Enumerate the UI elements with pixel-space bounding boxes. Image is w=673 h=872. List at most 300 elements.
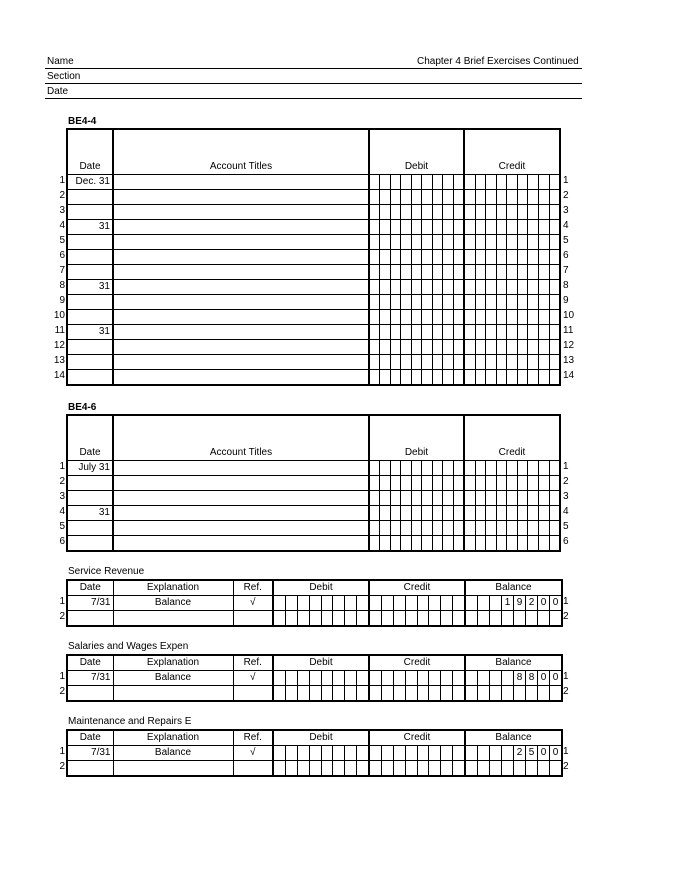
amount-digit-cell[interactable] — [478, 761, 490, 775]
amount-digit-cell[interactable] — [441, 671, 453, 685]
amount-digit-cell[interactable] — [401, 295, 411, 309]
amount-digit-cell[interactable] — [298, 671, 310, 685]
amount-digit-cell[interactable] — [465, 521, 476, 535]
amount-digit-cell[interactable] — [486, 265, 497, 279]
amount-digit-cell[interactable] — [286, 761, 298, 775]
amount-digit-cell[interactable] — [528, 521, 539, 535]
account-title-cell[interactable] — [113, 175, 369, 190]
amount-digit-cell[interactable] — [507, 355, 518, 369]
date-cell[interactable]: Dec. 31 — [67, 175, 113, 190]
amount-digit-cell[interactable] — [380, 295, 390, 309]
amount-digit-cell[interactable] — [497, 506, 508, 520]
amount-digit-cell[interactable] — [286, 671, 298, 685]
amount-digit-cell[interactable] — [486, 506, 497, 520]
amount-digit-cell[interactable] — [406, 761, 418, 775]
amount-digit-cell[interactable]: 5 — [526, 746, 538, 760]
amount-digit-cell[interactable] — [443, 491, 453, 505]
account-title-cell[interactable] — [113, 461, 369, 476]
amount-digit-cell[interactable] — [401, 521, 411, 535]
amount-digit-cell[interactable] — [476, 491, 487, 505]
account-title-cell[interactable] — [113, 370, 369, 386]
amount-digit-cell[interactable] — [370, 340, 380, 354]
amount-digit-cell[interactable] — [486, 536, 497, 550]
amount-digit-cell[interactable] — [286, 746, 298, 760]
amount-digit-cell[interactable] — [476, 250, 487, 264]
amount-digit-cell[interactable] — [443, 325, 453, 339]
amount-digit-cell[interactable] — [454, 295, 463, 309]
amount-digit-cell[interactable] — [433, 521, 443, 535]
ledger-date-cell[interactable]: 7/31 — [67, 671, 113, 686]
amount-digit-cell[interactable] — [528, 461, 539, 475]
amount-digit-cell[interactable] — [441, 611, 453, 625]
amount-digit-cell[interactable] — [507, 491, 518, 505]
amount-digit-cell[interactable] — [412, 220, 422, 234]
amount-digit-cell[interactable] — [539, 265, 550, 279]
amount-digit-cell[interactable] — [486, 325, 497, 339]
amount-digit-cell[interactable] — [486, 476, 497, 490]
amount-digit-cell[interactable] — [550, 370, 560, 384]
amount-digit-cell[interactable] — [412, 476, 422, 490]
amount-digit-cell[interactable] — [274, 686, 286, 700]
amount-digit-cell[interactable] — [490, 746, 502, 760]
amount-digit-cell[interactable] — [465, 536, 476, 550]
amount-digit-cell[interactable] — [454, 175, 463, 189]
amount-digit-cell[interactable] — [507, 506, 518, 520]
amount-digit-cell[interactable] — [539, 536, 550, 550]
amount-digit-cell[interactable] — [401, 190, 411, 204]
amount-digit-cell[interactable] — [412, 310, 422, 324]
amount-digit-cell[interactable] — [429, 671, 441, 685]
amount-digit-cell[interactable] — [370, 205, 380, 219]
amount-digit-cell[interactable] — [466, 686, 478, 700]
amount-digit-cell[interactable] — [422, 521, 432, 535]
amount-digit-cell[interactable] — [518, 295, 529, 309]
date-cell[interactable] — [67, 491, 113, 506]
amount-digit-cell[interactable] — [507, 250, 518, 264]
amount-digit-cell[interactable] — [433, 235, 443, 249]
amount-digit-cell[interactable] — [433, 280, 443, 294]
amount-digit-cell[interactable] — [422, 190, 432, 204]
amount-digit-cell[interactable] — [401, 265, 411, 279]
amount-digit-cell[interactable] — [380, 521, 390, 535]
amount-digit-cell[interactable] — [406, 596, 418, 610]
amount-digit-cell[interactable] — [433, 461, 443, 475]
amount-digit-cell[interactable] — [380, 205, 390, 219]
amount-digit-cell[interactable] — [422, 325, 432, 339]
amount-digit-cell[interactable] — [539, 340, 550, 354]
amount-digit-cell[interactable] — [486, 280, 497, 294]
amount-digit-cell[interactable] — [454, 355, 463, 369]
amount-digit-cell[interactable] — [476, 506, 487, 520]
amount-digit-cell[interactable] — [466, 746, 478, 760]
amount-digit-cell[interactable] — [322, 671, 334, 685]
amount-digit-cell[interactable] — [310, 611, 322, 625]
date-cell[interactable] — [67, 340, 113, 355]
amount-digit-cell[interactable] — [443, 370, 453, 384]
amount-digit-cell[interactable] — [518, 521, 529, 535]
amount-digit-cell[interactable] — [507, 205, 518, 219]
amount-digit-cell[interactable] — [465, 340, 476, 354]
amount-digit-cell[interactable] — [476, 175, 487, 189]
account-title-cell[interactable] — [113, 250, 369, 265]
date-cell[interactable] — [67, 370, 113, 386]
amount-digit-cell[interactable] — [322, 746, 334, 760]
amount-digit-cell[interactable] — [345, 596, 357, 610]
amount-digit-cell[interactable] — [497, 235, 508, 249]
amount-digit-cell[interactable] — [490, 761, 502, 775]
amount-digit-cell[interactable] — [298, 611, 310, 625]
amount-digit-cell[interactable] — [310, 746, 322, 760]
amount-digit-cell[interactable] — [476, 220, 487, 234]
amount-digit-cell[interactable] — [422, 220, 432, 234]
amount-digit-cell[interactable] — [443, 340, 453, 354]
ledger-explanation-cell[interactable] — [113, 611, 233, 627]
amount-digit-cell[interactable] — [391, 220, 401, 234]
amount-digit-cell[interactable] — [370, 175, 380, 189]
amount-digit-cell[interactable] — [370, 521, 380, 535]
amount-digit-cell[interactable] — [528, 340, 539, 354]
amount-digit-cell[interactable] — [465, 325, 476, 339]
amount-digit-cell[interactable] — [507, 280, 518, 294]
amount-digit-cell[interactable] — [454, 250, 463, 264]
amount-digit-cell[interactable] — [539, 295, 550, 309]
amount-digit-cell[interactable] — [538, 761, 550, 775]
amount-digit-cell[interactable] — [478, 671, 490, 685]
amount-digit-cell[interactable] — [497, 536, 508, 550]
amount-digit-cell[interactable] — [333, 761, 345, 775]
amount-digit-cell[interactable] — [401, 175, 411, 189]
amount-digit-cell[interactable] — [357, 761, 368, 775]
amount-digit-cell[interactable] — [422, 461, 432, 475]
amount-digit-cell[interactable] — [298, 596, 310, 610]
amount-digit-cell[interactable] — [412, 536, 422, 550]
amount-digit-cell[interactable] — [380, 265, 390, 279]
amount-digit-cell[interactable] — [453, 671, 464, 685]
amount-digit-cell[interactable] — [298, 746, 310, 760]
date-cell[interactable]: 31 — [67, 220, 113, 235]
amount-digit-cell[interactable] — [497, 310, 508, 324]
amount-digit-cell[interactable] — [518, 220, 529, 234]
amount-digit-cell[interactable] — [528, 205, 539, 219]
amount-digit-cell[interactable] — [443, 461, 453, 475]
amount-digit-cell[interactable] — [345, 686, 357, 700]
amount-digit-cell[interactable] — [433, 310, 443, 324]
amount-digit-cell[interactable] — [476, 280, 487, 294]
amount-digit-cell[interactable] — [370, 476, 380, 490]
amount-digit-cell[interactable] — [476, 205, 487, 219]
amount-digit-cell[interactable] — [391, 536, 401, 550]
date-cell[interactable]: July 31 — [67, 461, 113, 476]
amount-digit-cell[interactable] — [380, 280, 390, 294]
amount-digit-cell[interactable] — [391, 205, 401, 219]
amount-digit-cell[interactable] — [497, 205, 508, 219]
amount-digit-cell[interactable] — [538, 611, 550, 625]
amount-digit-cell[interactable] — [518, 235, 529, 249]
amount-digit-cell[interactable] — [418, 671, 430, 685]
amount-digit-cell[interactable] — [518, 491, 529, 505]
amount-digit-cell[interactable] — [322, 596, 334, 610]
amount-digit-cell[interactable] — [401, 355, 411, 369]
amount-digit-cell[interactable] — [380, 220, 390, 234]
amount-digit-cell[interactable] — [465, 295, 476, 309]
ledger-date-cell[interactable] — [67, 611, 113, 627]
amount-digit-cell[interactable] — [370, 190, 380, 204]
amount-digit-cell[interactable] — [550, 686, 561, 700]
amount-digit-cell[interactable] — [528, 370, 539, 384]
amount-digit-cell[interactable] — [454, 521, 463, 535]
amount-digit-cell[interactable] — [465, 250, 476, 264]
amount-digit-cell[interactable] — [486, 461, 497, 475]
amount-digit-cell[interactable] — [401, 205, 411, 219]
amount-digit-cell[interactable] — [382, 746, 394, 760]
amount-digit-cell[interactable] — [429, 746, 441, 760]
amount-digit-cell[interactable] — [443, 295, 453, 309]
amount-digit-cell[interactable] — [507, 265, 518, 279]
amount-digit-cell[interactable] — [550, 265, 560, 279]
amount-digit-cell[interactable] — [550, 280, 560, 294]
amount-digit-cell[interactable] — [454, 536, 463, 550]
amount-digit-cell[interactable] — [454, 190, 463, 204]
amount-digit-cell[interactable] — [528, 491, 539, 505]
amount-digit-cell[interactable] — [476, 355, 487, 369]
amount-digit-cell[interactable] — [476, 325, 487, 339]
amount-digit-cell[interactable] — [382, 611, 394, 625]
amount-digit-cell[interactable] — [380, 310, 390, 324]
amount-digit-cell[interactable] — [401, 280, 411, 294]
amount-digit-cell[interactable] — [433, 340, 443, 354]
amount-digit-cell[interactable] — [310, 761, 322, 775]
amount-digit-cell[interactable] — [538, 686, 550, 700]
amount-digit-cell[interactable] — [401, 476, 411, 490]
amount-digit-cell[interactable] — [539, 491, 550, 505]
amount-digit-cell[interactable] — [497, 175, 508, 189]
amount-digit-cell[interactable] — [490, 686, 502, 700]
amount-digit-cell[interactable] — [401, 370, 411, 384]
account-title-cell[interactable] — [113, 340, 369, 355]
amount-digit-cell[interactable] — [380, 325, 390, 339]
amount-digit-cell[interactable] — [418, 686, 430, 700]
ledger-explanation-cell[interactable]: Balance — [113, 671, 233, 686]
ledger-explanation-cell[interactable]: Balance — [113, 596, 233, 611]
amount-digit-cell[interactable] — [391, 280, 401, 294]
account-title-cell[interactable] — [113, 491, 369, 506]
amount-digit-cell[interactable] — [550, 175, 560, 189]
amount-digit-cell[interactable] — [454, 280, 463, 294]
amount-digit-cell[interactable] — [476, 310, 487, 324]
amount-digit-cell[interactable] — [486, 521, 497, 535]
account-title-cell[interactable] — [113, 476, 369, 491]
amount-digit-cell[interactable] — [476, 235, 487, 249]
amount-digit-cell[interactable] — [454, 340, 463, 354]
amount-digit-cell[interactable] — [422, 310, 432, 324]
amount-digit-cell[interactable] — [550, 521, 560, 535]
amount-digit-cell[interactable] — [380, 190, 390, 204]
amount-digit-cell[interactable] — [391, 325, 401, 339]
amount-digit-cell[interactable] — [507, 310, 518, 324]
amount-digit-cell[interactable] — [465, 280, 476, 294]
amount-digit-cell[interactable] — [550, 250, 560, 264]
amount-digit-cell[interactable] — [370, 370, 380, 384]
amount-digit-cell[interactable] — [380, 506, 390, 520]
amount-digit-cell[interactable] — [518, 476, 529, 490]
amount-digit-cell[interactable] — [391, 506, 401, 520]
amount-digit-cell[interactable] — [478, 686, 490, 700]
amount-digit-cell[interactable] — [429, 686, 441, 700]
amount-digit-cell[interactable] — [443, 355, 453, 369]
amount-digit-cell[interactable] — [370, 461, 380, 475]
account-title-cell[interactable] — [113, 205, 369, 220]
amount-digit-cell[interactable] — [422, 476, 432, 490]
amount-digit-cell[interactable] — [528, 506, 539, 520]
amount-digit-cell[interactable] — [476, 536, 487, 550]
amount-digit-cell[interactable] — [406, 611, 418, 625]
amount-digit-cell[interactable] — [380, 461, 390, 475]
amount-digit-cell[interactable] — [391, 250, 401, 264]
amount-digit-cell[interactable] — [333, 686, 345, 700]
amount-digit-cell[interactable] — [528, 220, 539, 234]
amount-digit-cell[interactable] — [286, 611, 298, 625]
ledger-explanation-cell[interactable] — [113, 686, 233, 702]
amount-digit-cell[interactable] — [433, 491, 443, 505]
amount-digit-cell[interactable] — [486, 340, 497, 354]
amount-digit-cell[interactable] — [526, 761, 538, 775]
amount-digit-cell[interactable]: 8 — [514, 671, 526, 685]
date-cell[interactable] — [67, 521, 113, 536]
amount-digit-cell[interactable] — [441, 596, 453, 610]
amount-digit-cell[interactable] — [429, 596, 441, 610]
amount-digit-cell[interactable] — [298, 686, 310, 700]
amount-digit-cell[interactable] — [443, 190, 453, 204]
amount-digit-cell[interactable] — [490, 611, 502, 625]
amount-digit-cell[interactable] — [454, 205, 463, 219]
amount-digit-cell[interactable] — [550, 461, 560, 475]
amount-digit-cell[interactable] — [433, 506, 443, 520]
amount-digit-cell[interactable] — [478, 746, 490, 760]
amount-digit-cell[interactable] — [380, 491, 390, 505]
amount-digit-cell[interactable] — [550, 491, 560, 505]
date-cell[interactable]: 31 — [67, 280, 113, 295]
amount-digit-cell[interactable] — [441, 761, 453, 775]
amount-digit-cell[interactable] — [380, 235, 390, 249]
amount-digit-cell[interactable] — [382, 596, 394, 610]
amount-digit-cell[interactable] — [465, 506, 476, 520]
amount-digit-cell[interactable] — [394, 671, 406, 685]
amount-digit-cell[interactable] — [539, 461, 550, 475]
amount-digit-cell[interactable] — [454, 370, 463, 384]
amount-digit-cell[interactable] — [454, 265, 463, 279]
amount-digit-cell[interactable] — [539, 220, 550, 234]
amount-digit-cell[interactable] — [507, 175, 518, 189]
amount-digit-cell[interactable] — [550, 536, 560, 550]
amount-digit-cell[interactable] — [518, 205, 529, 219]
amount-digit-cell[interactable] — [443, 205, 453, 219]
amount-digit-cell[interactable] — [412, 355, 422, 369]
amount-digit-cell[interactable] — [550, 190, 560, 204]
amount-digit-cell[interactable] — [380, 175, 390, 189]
amount-digit-cell[interactable] — [274, 761, 286, 775]
amount-digit-cell[interactable] — [322, 686, 334, 700]
amount-digit-cell[interactable]: 2 — [526, 596, 538, 610]
amount-digit-cell[interactable] — [465, 235, 476, 249]
amount-digit-cell[interactable] — [539, 250, 550, 264]
amount-digit-cell[interactable] — [465, 491, 476, 505]
amount-digit-cell[interactable] — [391, 340, 401, 354]
amount-digit-cell[interactable] — [412, 280, 422, 294]
amount-digit-cell[interactable] — [528, 310, 539, 324]
amount-digit-cell[interactable] — [422, 280, 432, 294]
amount-digit-cell[interactable] — [401, 325, 411, 339]
amount-digit-cell[interactable] — [539, 476, 550, 490]
amount-digit-cell[interactable] — [497, 295, 508, 309]
amount-digit-cell[interactable] — [443, 536, 453, 550]
amount-digit-cell[interactable] — [486, 355, 497, 369]
account-title-cell[interactable] — [113, 310, 369, 325]
amount-digit-cell[interactable] — [394, 611, 406, 625]
amount-digit-cell[interactable] — [518, 355, 529, 369]
amount-digit-cell[interactable] — [370, 220, 380, 234]
amount-digit-cell[interactable] — [370, 310, 380, 324]
amount-digit-cell[interactable] — [528, 265, 539, 279]
amount-digit-cell[interactable] — [443, 265, 453, 279]
date-cell[interactable] — [67, 310, 113, 325]
date-cell[interactable] — [67, 295, 113, 310]
account-title-cell[interactable] — [113, 295, 369, 310]
amount-digit-cell[interactable] — [391, 476, 401, 490]
amount-digit-cell[interactable] — [453, 611, 464, 625]
amount-digit-cell[interactable] — [507, 295, 518, 309]
amount-digit-cell[interactable] — [465, 476, 476, 490]
amount-digit-cell[interactable] — [370, 506, 380, 520]
amount-digit-cell[interactable] — [443, 521, 453, 535]
amount-digit-cell[interactable] — [514, 761, 526, 775]
amount-digit-cell[interactable] — [310, 596, 322, 610]
amount-digit-cell[interactable] — [476, 521, 487, 535]
ledger-ref-cell[interactable] — [233, 686, 273, 702]
amount-digit-cell[interactable] — [497, 476, 508, 490]
amount-digit-cell[interactable] — [345, 761, 357, 775]
amount-digit-cell[interactable] — [539, 506, 550, 520]
amount-digit-cell[interactable] — [370, 235, 380, 249]
amount-digit-cell[interactable]: 0 — [538, 596, 550, 610]
amount-digit-cell[interactable] — [401, 340, 411, 354]
amount-digit-cell[interactable] — [528, 235, 539, 249]
amount-digit-cell[interactable] — [465, 205, 476, 219]
account-title-cell[interactable] — [113, 325, 369, 340]
date-cell[interactable] — [67, 250, 113, 265]
amount-digit-cell[interactable] — [518, 506, 529, 520]
amount-digit-cell[interactable] — [528, 190, 539, 204]
amount-digit-cell[interactable] — [401, 220, 411, 234]
amount-digit-cell[interactable] — [497, 325, 508, 339]
amount-digit-cell[interactable] — [433, 355, 443, 369]
amount-digit-cell[interactable] — [401, 310, 411, 324]
amount-digit-cell[interactable] — [486, 491, 497, 505]
ledger-ref-cell[interactable]: √ — [233, 746, 273, 761]
amount-digit-cell[interactable] — [453, 596, 464, 610]
amount-digit-cell[interactable] — [333, 746, 345, 760]
amount-digit-cell[interactable] — [422, 340, 432, 354]
amount-digit-cell[interactable] — [486, 250, 497, 264]
amount-digit-cell[interactable] — [518, 325, 529, 339]
amount-digit-cell[interactable] — [550, 310, 560, 324]
amount-digit-cell[interactable]: 1 — [502, 596, 514, 610]
amount-digit-cell[interactable] — [539, 325, 550, 339]
amount-digit-cell[interactable] — [550, 205, 560, 219]
amount-digit-cell[interactable]: 0 — [552, 597, 559, 608]
amount-digit-cell[interactable] — [433, 295, 443, 309]
amount-digit-cell[interactable] — [476, 476, 487, 490]
amount-digit-cell[interactable] — [497, 370, 508, 384]
